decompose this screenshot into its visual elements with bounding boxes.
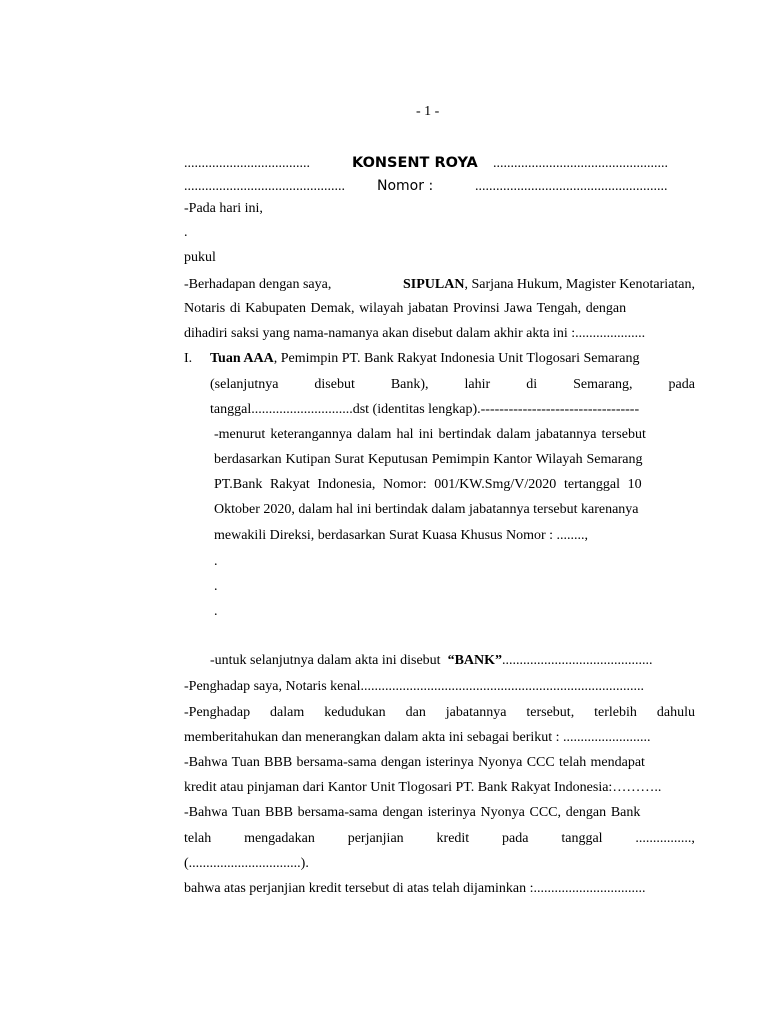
party-role: , Pemimpin PT. Bank Rakyat Indonesia Unit Tlogosari Semarang (273, 351, 640, 366)
word: kedudukan (324, 705, 386, 720)
notary-line-2: Notaris di Kabupaten Demak, wilayah jabatan Provinsi Jawa Tengah, dengan (184, 301, 627, 316)
explain-line-2: memberitahukan dan menerangkan dalam akta ini sebagai berikut : ......................... (184, 730, 651, 745)
nomor-dots-right: ....................................................... (475, 179, 668, 194)
bank-clause-prefix: -untuk selanjutnya dalam akta ini disebut (210, 653, 441, 668)
opening-day: -Pada hari ini, (184, 201, 263, 216)
word: disebut (314, 377, 355, 392)
notary-line-3: dihadiri saksi yang nama-namanya akan disebut dalam akhir akta ini :.................... (184, 326, 646, 341)
opening-dot: . (184, 225, 188, 240)
opening-time: pukul (184, 250, 216, 265)
party-line-2 (210, 376, 695, 394)
notary-title: , Sarjana Hukum, Magister Kenotariatan, (464, 277, 695, 292)
word: mengadakan (244, 831, 315, 846)
word: Bank), (390, 377, 429, 392)
word: -Penghadap (184, 705, 251, 720)
word: pada (668, 377, 695, 392)
title-dots-left: .................................... (184, 156, 310, 171)
party-numeral: I. (184, 351, 193, 366)
statement1-line-2: kredit atau pinjaman dari Kantor Unit Tlogosari PT. Bank Rakyat Indonesia:……….. (184, 780, 662, 795)
capacity-line-3: PT.Bank Rakyat Indonesia, Nomor: 001/KW.Smg/V/2020 tertanggal 10 (214, 477, 642, 492)
notary-line-1 (184, 276, 695, 294)
nomor-dots-left: .............................................. (184, 179, 345, 194)
word: di (526, 377, 538, 392)
word: lahir (464, 377, 491, 392)
bank-label: “BANK” (447, 653, 503, 668)
capacity-line-4: Oktober 2020, dalam hal ini bertindak dalam jabatannya tersebut karenanya (214, 502, 639, 517)
word: terlebih (594, 705, 637, 720)
document-title: KONSENT ROYA (352, 155, 478, 171)
page-number: - 1 - (416, 104, 440, 119)
dot-line: . (214, 604, 218, 619)
known-line: -Penghadap saya, Notaris kenal................................................................................. (184, 679, 644, 694)
word: telah (184, 831, 212, 846)
statement2-line-3: (................................). (184, 856, 309, 871)
bank-clause-dots: ........................................... (502, 653, 653, 668)
dot-line: . (214, 554, 218, 569)
bank-clause (210, 652, 653, 670)
title-dots-right: .................................................. (493, 156, 668, 171)
word: dan (405, 705, 426, 720)
word: dalam (270, 705, 305, 720)
word: (selanjutnya (210, 377, 279, 392)
nomor-label: Nomor : (377, 178, 434, 194)
capacity-line-5: mewakili Direksi, berdasarkan Surat Kuasa Khusus Nomor : ........, (214, 528, 589, 543)
word: tanggal (561, 831, 603, 846)
capacity-line-1: -menurut keterangannya dalam hal ini bertindak dalam jabatannya tersebut (214, 427, 646, 442)
capacity-line-2: berdasarkan Kutipan Surat Keputusan Pemimpin Kantor Wilayah Semarang (214, 452, 643, 467)
statement2-line-2 (184, 830, 695, 848)
statement1-line-1: -Bahwa Tuan BBB bersama-sama dengan isterinya Nyonya CCC telah mendapat (184, 755, 645, 770)
word: ................, (635, 831, 695, 846)
party-name: Tuan AAA (210, 351, 274, 366)
word: Semarang, (573, 377, 633, 392)
party-line-3: tanggal.............................dst (identitas lengkap).---------------------------------- (210, 402, 640, 417)
word: dahulu (656, 705, 695, 720)
notary-prefix: -Berhadapan dengan saya, (184, 277, 332, 292)
word: tersebut, (526, 705, 575, 720)
word: kredit (436, 831, 470, 846)
statement2-line-1: -Bahwa Tuan BBB bersama-sama dengan isterinya Nyonya CCC, dengan Bank (184, 805, 641, 820)
word: jabatannya (445, 705, 507, 720)
notary-name: SIPULAN (402, 277, 465, 292)
dot-line: . (214, 579, 218, 594)
word: perjanjian (347, 831, 404, 846)
explain-line-1 (184, 704, 695, 722)
word: pada (502, 831, 529, 846)
party-line-1 (210, 350, 639, 368)
guarantee-line: bahwa atas perjanjian kredit tersebut di atas telah dijaminkan :................................ (184, 881, 646, 896)
